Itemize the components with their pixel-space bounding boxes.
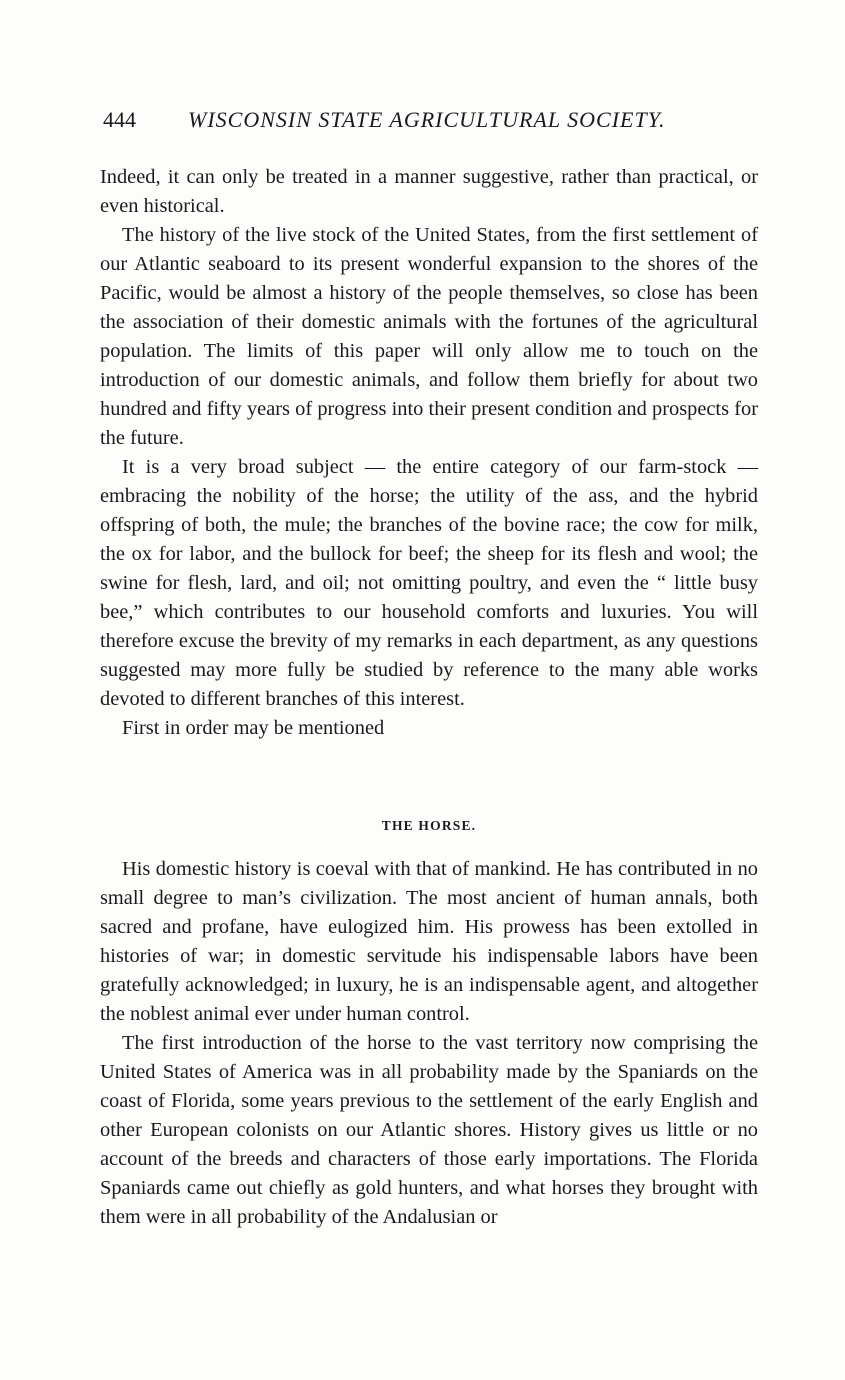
running-head — [103, 104, 703, 136]
paragraph-broad-subject: It is a very broad subject — the entire category of our farm-stock — embracing the nobility of the horse; the utility of the ass, and the hybrid offspring of both, the mule; the branches of the bovine race; the cow for milk, the ox for labor, and the bullock for beef; the sheep for its flesh and wool; the swine for flesh, lard, and oil; not omitting poultry, and even the “ little busy bee,” which contributes to our household comforts and luxuries. You will therefore excuse the brevity of my remarks in each department, as any questions suggested may more fully be studied by reference to the many able works devoted to different branches of this interest. — [100, 456, 758, 710]
paragraph-first-in-order: First in order may be mentioned — [122, 717, 385, 739]
paragraph-continuation: Indeed, it can only be treated in a manner suggestive, rather than practical, or even historical. — [100, 166, 758, 217]
body-text-lower — [100, 855, 758, 1232]
paragraph-domestic-history: His domestic history is coeval with that of mankind. He has contributed in no small degree to man’s civilization. The most ancient of human annals, both sacred and profane, have eulogized him. His prowess has been extolled in histories of war; in domestic servitude his indispensable labors have been gratefully acknowledged; in luxury, he is an indispensable agent, and altogether the noblest animal ever under human control. — [100, 858, 758, 1025]
section-heading-the-horse: THE HORSE. — [381, 818, 477, 833]
journal-title: WISCONSIN STATE AGRICULTURAL SOCIETY. — [188, 107, 666, 132]
body-text-upper — [100, 163, 758, 743]
paragraph-live-stock-history: The history of the live stock of the United States, from the first settlement of our Atlantic seaboard to its present wonderful expansion to the shores of the Pacific, would be almost a history of the people themselves, so close has been the association of their domestic animals with the fortunes of the agricultural population. The limits of this paper will only allow me to touch on the introduction of our domestic animals, and follow them briefly for about two hundred and fifty years of progress into their present condition and prospects for the future. — [100, 224, 758, 449]
page-number: 444 — [103, 107, 136, 132]
paragraph-first-introduction: The first introduction of the horse to the vast territory now comprising the United States of America was in all probability made by the Spaniards on the coast of Florida, some years previous to the settlement of the early English and other European colonists on our Atlantic shores. History gives us little or no account of the breeds and characters of those early importations. The Florida Spaniards came out chiefly as gold hunters, and what horses they brought with them were in all probability of the Andalusian or — [100, 1032, 758, 1228]
